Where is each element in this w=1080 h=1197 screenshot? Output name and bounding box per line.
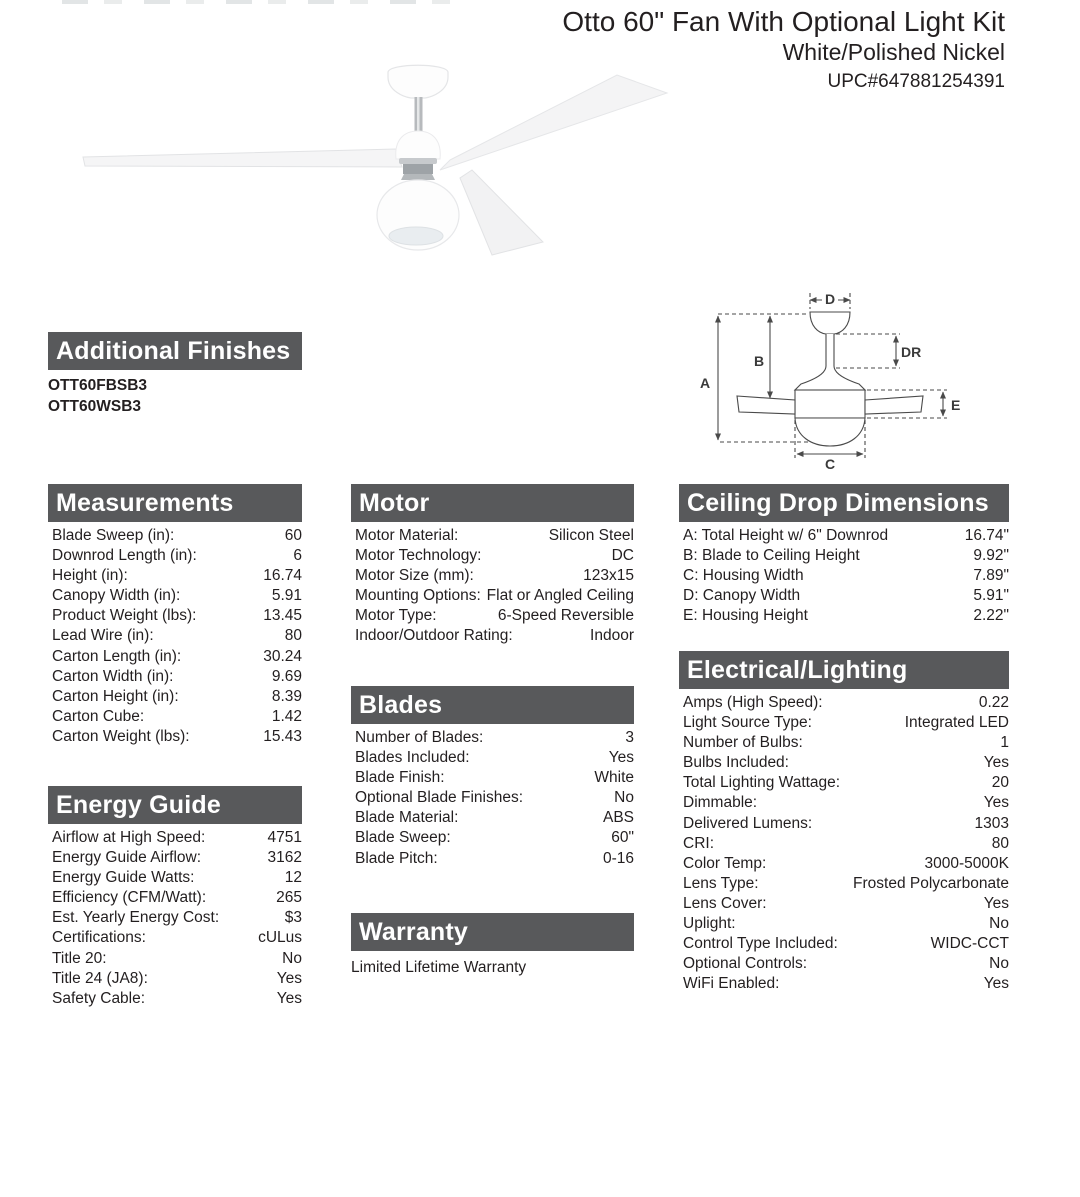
spec-value: 16.74 — [263, 567, 302, 585]
section-energy-guide — [48, 786, 302, 1009]
spec-row — [351, 546, 634, 566]
section-measurements — [48, 484, 302, 747]
section-heading-text: Electrical/Lighting — [687, 655, 908, 684]
section-electrical-lighting — [679, 651, 1009, 994]
spec-value: 13.45 — [263, 607, 302, 625]
spec-row — [48, 969, 302, 989]
spec-label: Product Weight (lbs): — [52, 607, 197, 625]
spec-value: 9.69 — [271, 667, 302, 685]
spec-label: Efficiency (CFM/Watt): — [52, 889, 207, 907]
finish-item: OTT60FBSB3 — [48, 377, 148, 394]
spec-label: Blade Sweep: — [355, 829, 451, 847]
spec-row — [351, 808, 634, 828]
spec-label: Blade Sweep (in): — [52, 527, 175, 544]
spec-row — [679, 753, 1009, 773]
fan-light-lens — [389, 227, 443, 245]
spec-value: 80 — [991, 834, 1009, 852]
spec-label: WiFi Enabled: — [683, 975, 780, 993]
spec-label: Delivered Lumens: — [683, 814, 813, 832]
spec-row — [351, 728, 634, 748]
spec-row — [679, 793, 1009, 813]
spec-value: 1303 — [974, 814, 1009, 832]
spec-row — [48, 888, 302, 908]
spec-label: Title 24 (JA8): — [52, 969, 148, 987]
spec-row — [351, 849, 634, 869]
section-heading-text: Measurements — [56, 488, 234, 517]
spec-rows — [351, 728, 634, 869]
spec-row — [679, 713, 1009, 733]
spec-value: 1.42 — [271, 707, 302, 725]
spec-label: Number of Bulbs: — [683, 734, 803, 752]
spec-row — [679, 974, 1009, 994]
spec-label: A: Total Height w/ 6" Downrod — [683, 527, 889, 544]
spec-label: Number of Blades: — [355, 729, 484, 746]
spec-label: Est. Yearly Energy Cost: — [52, 909, 220, 927]
spec-row — [679, 874, 1009, 894]
section-header — [48, 332, 302, 370]
cropped-text-remnant — [62, 0, 462, 4]
section-additional-finishes — [48, 332, 302, 417]
spec-row — [48, 707, 302, 727]
spec-label: D: Canopy Width — [683, 587, 801, 605]
spec-label: Carton Width (in): — [52, 667, 174, 685]
spec-label: Control Type Included: — [683, 935, 838, 953]
section-header — [48, 484, 302, 522]
spec-row — [679, 693, 1009, 713]
spec-value: 9.92" — [973, 547, 1009, 565]
spec-value: 3162 — [267, 849, 302, 867]
spec-label: Lens Cover: — [683, 894, 767, 912]
spec-value: 60 — [284, 527, 302, 544]
spec-label: Dimmable: — [683, 794, 758, 812]
spec-label: Lens Type: — [683, 874, 759, 892]
spec-label: Blade Material: — [355, 809, 459, 827]
spec-value: 6 — [293, 547, 302, 565]
spec-value: 5.91 — [271, 587, 302, 605]
finish-item: OTT60WSB3 — [48, 397, 142, 415]
spec-row — [48, 647, 302, 667]
spec-label: Carton Weight (lbs): — [52, 727, 190, 745]
spec-label: Blade Finish: — [355, 769, 445, 787]
spec-row — [48, 727, 302, 747]
spec-value: 12 — [284, 869, 302, 887]
spec-label: Canopy Width (in): — [52, 587, 181, 605]
spec-label: Certifications: — [52, 929, 146, 947]
spec-row — [48, 908, 302, 928]
spec-value: Yes — [608, 749, 634, 767]
spec-row — [679, 914, 1009, 934]
section-heading-text: Warranty — [359, 917, 469, 946]
dim-label-e: E — [951, 397, 961, 413]
spec-row — [679, 814, 1009, 834]
spec-label: Title 20: — [52, 949, 107, 967]
spec-label: Lead Wire (in): — [52, 627, 154, 645]
spec-rows — [679, 693, 1009, 994]
spec-row — [679, 934, 1009, 954]
spec-label: Blade Pitch: — [355, 849, 438, 867]
spec-row — [351, 626, 634, 646]
spec-row — [351, 828, 634, 848]
spec-value: Flat or Angled Ceiling — [486, 587, 634, 605]
spec-label: Color Temp: — [683, 854, 767, 872]
spec-row — [351, 606, 634, 626]
spec-value: 8.39 — [271, 687, 302, 705]
section-heading-text: Additional Finishes — [56, 336, 291, 365]
spec-row — [48, 949, 302, 969]
spec-row — [351, 748, 634, 768]
section-motor — [351, 484, 634, 647]
fan-blade-lower-right — [460, 170, 543, 255]
spec-row — [351, 586, 634, 606]
dim-label-dr: DR — [901, 344, 922, 360]
spec-rows — [48, 526, 302, 747]
spec-label: Carton Cube: — [52, 707, 145, 725]
spec-value: Yes — [276, 989, 302, 1007]
spec-label: Amps (High Speed): — [683, 694, 823, 711]
spec-row — [679, 773, 1009, 793]
spec-value: 16.74" — [964, 527, 1009, 544]
fan-motor-housing — [396, 131, 441, 159]
spec-row — [48, 586, 302, 606]
fan-collar-top — [399, 158, 437, 164]
spec-rows — [48, 828, 302, 1009]
spec-label: Motor Type: — [355, 607, 437, 625]
spec-value: 4751 — [267, 829, 302, 846]
spec-row — [48, 526, 302, 546]
spec-row — [48, 868, 302, 888]
section-header — [351, 913, 634, 951]
spec-label: Motor Technology: — [355, 547, 482, 565]
warranty-note: Limited Lifetime Warranty — [351, 959, 527, 976]
spec-value: 7.89" — [973, 567, 1009, 585]
spec-label: CRI: — [683, 834, 714, 852]
dimension-diagram — [695, 288, 1015, 478]
finish-list — [48, 376, 302, 417]
spec-row — [351, 566, 634, 586]
spec-label: Optional Blade Finishes: — [355, 789, 524, 807]
spec-label: Safety Cable: — [52, 989, 146, 1007]
spec-row — [48, 687, 302, 707]
spec-value: 0-16 — [602, 849, 634, 867]
spec-value: 0.22 — [978, 694, 1009, 711]
fan-collar-mid — [403, 164, 433, 174]
spec-row — [48, 626, 302, 646]
product-title: Otto 60" Fan With Optional Light Kit — [562, 6, 1005, 37]
spec-label: B: Blade to Ceiling Height — [683, 547, 860, 565]
spec-value: Yes — [983, 975, 1009, 993]
spec-value: 123x15 — [583, 567, 634, 585]
spec-value: No — [614, 789, 634, 807]
spec-value: $3 — [284, 909, 302, 927]
spec-value: ABS — [602, 809, 634, 827]
spec-row — [679, 733, 1009, 753]
spec-value: 20 — [991, 774, 1009, 792]
section-heading-text: Energy Guide — [56, 790, 221, 819]
dim-label-c: C — [825, 456, 836, 472]
spec-value: Indoor — [590, 627, 634, 645]
spec-label: Blades Included: — [355, 749, 470, 767]
spec-value: Yes — [983, 754, 1009, 772]
spec-value: 6-Speed Reversible — [497, 607, 634, 625]
spec-value: White — [594, 769, 634, 787]
spec-value: 5.91" — [973, 587, 1009, 605]
spec-row — [48, 667, 302, 687]
fan-blade-left — [83, 149, 402, 167]
spec-row — [48, 848, 302, 868]
spec-label: Airflow at High Speed: — [52, 829, 206, 846]
spec-label: Uplight: — [683, 915, 736, 933]
spec-row — [679, 606, 1009, 626]
section-blades — [351, 686, 634, 869]
spec-row — [48, 566, 302, 586]
spec-row — [679, 526, 1009, 546]
spec-rows — [351, 526, 634, 647]
spec-label: Motor Size (mm): — [355, 567, 474, 585]
fan-canopy — [388, 65, 448, 98]
spec-value: cULus — [258, 929, 302, 947]
spec-label: Motor Material: — [355, 527, 459, 544]
spec-value: DC — [611, 547, 634, 565]
product-finish: White/Polished Nickel — [782, 39, 1005, 66]
spec-row — [679, 586, 1009, 606]
fan-blade-upper-right — [440, 75, 667, 170]
spec-label: Downrod Length (in): — [52, 547, 197, 565]
spec-label: C: Housing Width — [683, 567, 804, 585]
spec-label: Bulbs Included: — [683, 754, 789, 772]
dim-label-d: D — [825, 291, 836, 307]
spec-row — [679, 546, 1009, 566]
spec-label: Optional Controls: — [683, 955, 808, 973]
spec-value: 1 — [1000, 734, 1009, 752]
spec-row — [48, 606, 302, 626]
spec-value: 3 — [625, 729, 634, 746]
spec-label: Carton Height (in): — [52, 687, 179, 705]
spec-value: 80 — [284, 627, 302, 645]
spec-value: Yes — [983, 894, 1009, 912]
spec-row — [48, 546, 302, 566]
spec-value: 2.22" — [973, 607, 1009, 625]
spec-value: 60" — [611, 829, 634, 847]
spec-value: No — [282, 949, 302, 967]
spec-row — [679, 566, 1009, 586]
spec-value: 265 — [276, 889, 302, 907]
spec-value: WIDC-CCT — [930, 935, 1009, 953]
product-upc: UPC#647881254391 — [827, 71, 1005, 93]
spec-label: Energy Guide Airflow: — [52, 849, 202, 867]
spec-rows — [679, 526, 1009, 626]
section-header — [679, 484, 1009, 522]
spec-row — [679, 834, 1009, 854]
spec-value: 30.24 — [263, 647, 302, 665]
fan-collar-flare — [401, 174, 435, 180]
fan-product-image — [70, 58, 690, 273]
spec-value: Integrated LED — [904, 714, 1009, 732]
spec-row — [351, 788, 634, 808]
spec-value: No — [989, 915, 1009, 933]
section-header — [351, 484, 634, 522]
spec-label: E: Housing Height — [683, 607, 808, 625]
spec-row — [48, 828, 302, 848]
section-header — [48, 786, 302, 824]
spec-row — [679, 854, 1009, 874]
spec-value: 3000-5000K — [924, 854, 1009, 872]
spec-label: Light Source Type: — [683, 714, 812, 732]
section-heading-text: Blades — [359, 690, 443, 719]
section-header — [679, 651, 1009, 689]
spec-label: Height (in): — [52, 567, 128, 585]
section-ceiling-drop-dimensions — [679, 484, 1009, 626]
section-warranty — [351, 913, 634, 978]
spec-value: 15.43 — [263, 727, 302, 745]
spec-label: Carton Length (in): — [52, 647, 182, 665]
spec-row — [48, 989, 302, 1009]
spec-value: No — [989, 955, 1009, 973]
spec-label: Mounting Options: — [355, 587, 481, 605]
spec-row — [351, 526, 634, 546]
spec-value: Frosted Polycarbonate — [853, 874, 1009, 892]
spec-label: Energy Guide Watts: — [52, 869, 195, 887]
spec-label: Indoor/Outdoor Rating: — [355, 627, 513, 645]
spec-row — [48, 928, 302, 948]
section-header — [351, 686, 634, 724]
spec-value: Silicon Steel — [548, 527, 634, 544]
spec-row — [679, 954, 1009, 974]
spec-value: Yes — [276, 969, 302, 987]
spec-label: Total Lighting Wattage: — [683, 774, 841, 792]
section-heading-text: Ceiling Drop Dimensions — [687, 488, 989, 517]
section-heading-text: Motor — [359, 488, 430, 517]
spec-row — [679, 894, 1009, 914]
spec-value: Yes — [983, 794, 1009, 812]
spec-row — [351, 768, 634, 788]
dim-label-a: A — [700, 375, 711, 391]
dim-label-b: B — [754, 353, 765, 369]
